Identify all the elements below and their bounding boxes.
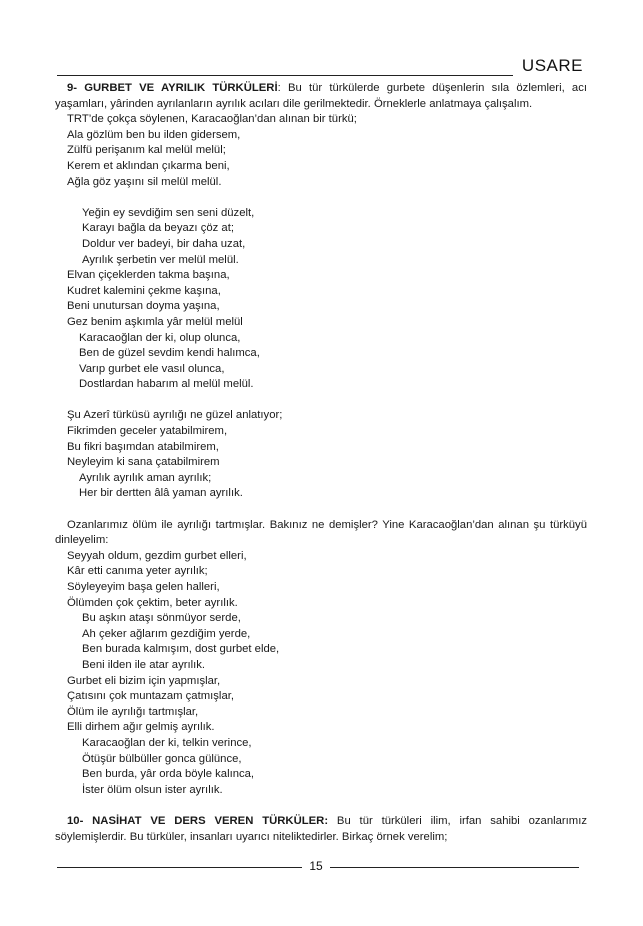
header-title: USARE <box>521 56 583 75</box>
footer-rule-right <box>330 867 579 868</box>
section-9-intro: 9- GURBET VE AYRILIK TÜRKÜLERİ: Bu tür türkülerde gurbete düşenlerin sıla özlemleri, acı yaşamları, yârinden ayrılanların ayrılık acıları dile gerilmektedir. Örneklerle anlatmaya çalışalım. <box>55 82 587 110</box>
azeri-refrain: Ayrılık ayrılık aman ayrılık; Her bir dertten âlâ yaman ayrılık. <box>79 471 243 500</box>
poem-verse-2: Bu aşkın ataşı sönmüyor serde, Ah çeker ağlarım gezdiğim yerde, Ben burada kalmışım, dost gurbet elde, Beni ilden ile atar ayrılık. <box>82 612 280 671</box>
section-10-heading: 10- NASİHAT VE DERS VEREN TÜRKÜLER: <box>67 814 329 827</box>
poem-verse-3: Gurbet eli bizim için yapmışlar, Çatısını çok muntazam çatmışlar, Ölüm ile ayrılığı tartmışlar, Elli dirhem ağır gelmiş ayrılık. <box>67 674 234 734</box>
poem-verse-4: Karacaoğlan der ki, telkin verince, Ötüşür bülbüller gonca gülünce, Ben burda, yâr orda böyle kalınca, İster ölüm olsun ister ayrılık. <box>82 736 255 796</box>
verse-3: Elvan çiçeklerden takma başına, Kudret kalemini çekme kaşına, Beni unutursan doyma yaşına, Gez benim aşkımla yâr melül melül <box>67 269 243 328</box>
header-rule <box>57 75 513 76</box>
page-content <box>55 81 587 845</box>
verse-1: Ala gözlüm ben bu ilden gidersem, Zülfü perişanım kal melül melül; Kerem et aklından çıkarma beni, Ağla göz yaşını sil melül melül. <box>67 128 241 188</box>
section-9-heading: 9- GURBET VE AYRILIK TÜRKÜLERİ <box>67 82 278 94</box>
ozan-lead: Ozanlarımız ölüm ile ayrılığı tartmışlar. Bakınız ne demişler? Yine Karacaoğlan’dan alınan şu türküyü dinleyelim: <box>55 518 587 547</box>
lead-line: TRT’de çokça söylenen, Karacaoğlan’dan alınan bir türkü; <box>67 113 357 126</box>
verse-2: Yeğin ey sevdiğim sen seni düzelt, Karayı bağla da beyazı çöz at; Doldur ver badeyi, bir daha uzat, Ayrılık şerbetin ver melül melül. <box>82 206 255 266</box>
poem-verse-1: Seyyah oldum, gezdim gurbet elleri, Kâr etti canıma yeter ayrılık; Söyleyeyim başa gelen halleri, Ölümden çok çektim, beter ayrılık. <box>67 549 247 609</box>
footer-rule-left <box>57 867 302 868</box>
page-number: 15 <box>309 859 323 873</box>
azeri-verse-1: Fikrimden geceler yatabilmirem, Bu fikri başımdan atabilmirem, Neyleyim ki sana çatabilmirem <box>67 425 228 469</box>
section-10-intro: 10- NASİHAT VE DERS VEREN TÜRKÜLER: Bu tür türküleri ilim, irfan sahibi ozanlarımız söylemişlerdir. Bu türküler, insanları uyarıcı niteliktedirler. Birkaç örnek verelim; <box>55 814 588 843</box>
azeri-lead: Şu Azerî türküsü ayrılığı ne güzel anlatıyor; <box>67 409 283 422</box>
verse-4: Karacaoğlan der ki, olup olunca, Ben de güzel sevdim kendi halımca, Varıp gurbet ele vasıl olunca, Dostlardan habarım al melül melül. <box>79 331 260 391</box>
